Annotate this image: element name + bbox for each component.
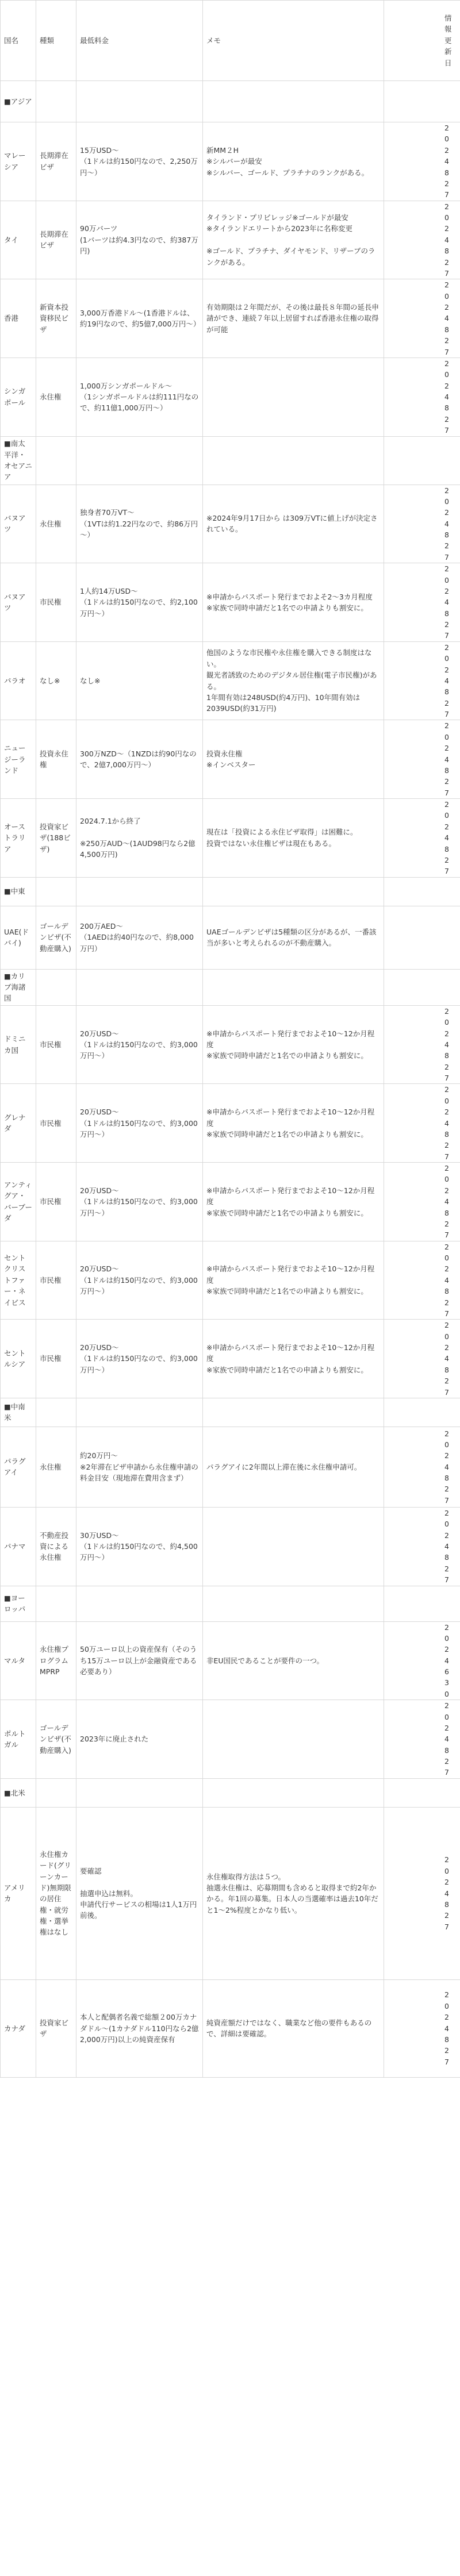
- type-cell: 市民権: [36, 563, 76, 642]
- updated-date-cell: [384, 1507, 460, 1586]
- type-cell: ゴールデンビザ(不動産購入): [36, 906, 76, 969]
- empty-cell: [384, 877, 460, 906]
- minimum-fee-cell: 1,000万シンガポールドル～ （1シンガポールドルは約111円なので、約11億1,000万円～）: [76, 357, 203, 436]
- empty-cell: [36, 877, 76, 906]
- minimum-fee-cell: 1人約14万USD～ （1ドルは約150円なので、約2,100万円～）: [76, 563, 203, 642]
- empty-cell: [203, 969, 384, 1005]
- country-cell: マルタ: [1, 1621, 36, 1700]
- updated-date: 2 0 2 4 8 2 7: [444, 202, 449, 278]
- memo-cell: ※申請からパスポート発行までおよそ10～12か月程度 ※家族で同時申請だと1名での申請よりも割安に。: [203, 1084, 384, 1163]
- updated-date-cell: [384, 1427, 460, 1507]
- updated-date-cell: [384, 485, 460, 563]
- updated-date-cell: [384, 1241, 460, 1320]
- type-cell: 永住権: [36, 357, 76, 436]
- minimum-fee-cell: 本人と配偶者名義で総額２00万カナダドル～(1カナダドル110円なら2億2,000万円)以上の純資産保有: [76, 1979, 203, 2077]
- header-row: [1, 1, 460, 81]
- empty-cell: [36, 969, 76, 1005]
- updated-date: 2 0 2 4 8 2 7: [444, 1164, 449, 1240]
- updated-date-cell: [384, 1979, 460, 2077]
- type-cell: 不動産投資による永住権: [36, 1507, 76, 1586]
- table-row: [1, 1005, 460, 1084]
- header-memo: メモ: [203, 1, 384, 81]
- table-row: [1, 1241, 460, 1320]
- updated-date: 2 0 2 4 8 2 7: [444, 1429, 449, 1505]
- country-cell: ポルトガル: [1, 1700, 36, 1779]
- minimum-fee-cell: 独身者70万VT～ （1VTは約1.22円なので、約86万円～）: [76, 485, 203, 563]
- updated-date: 2 0 2 4 8 2 7: [444, 280, 449, 356]
- country-cell: パラオ: [1, 641, 36, 720]
- updated-date: 2 0 2 4 8 2 7: [444, 486, 449, 562]
- header-minimum-fee: 最低料金: [76, 1, 203, 81]
- minimum-fee-cell: 2023年に廃止された: [76, 1700, 203, 1779]
- minimum-fee-cell: 20万USD～ （1ドルは約150円なので、約3,000万円～）: [76, 1005, 203, 1084]
- type-cell: なし※: [36, 641, 76, 720]
- table-row: [1, 1700, 460, 1779]
- table-row: [1, 1621, 460, 1700]
- table-body: [1, 81, 460, 2078]
- type-cell: 永住権カード(グリーンカード)無期限の居住権・就労権・選挙権はなし: [36, 1807, 76, 1979]
- header-type: 種類: [36, 1, 76, 81]
- minimum-fee-cell: 20万USD～ （1ドルは約150円なので、約3,000万円～）: [76, 1084, 203, 1163]
- updated-date: 2 0 2 4 8 2 7: [444, 643, 449, 718]
- table-row: [1, 122, 460, 201]
- memo-cell: [203, 357, 384, 436]
- empty-cell: [203, 436, 384, 485]
- minimum-fee-cell: 20万USD～ （1ドルは約150円なので、約3,000万円～）: [76, 1163, 203, 1241]
- minimum-fee-cell: なし※: [76, 641, 203, 720]
- updated-date-cell: [384, 1005, 460, 1084]
- table-row: [1, 201, 460, 279]
- empty-cell: [384, 436, 460, 485]
- country-cell: ニュージーランド: [1, 720, 36, 799]
- table-row: [1, 1163, 460, 1241]
- minimum-fee-cell: 3,000万香港ドル～(1香港ドルは、約19円なので、約5億7,000万円～）: [76, 279, 203, 358]
- updated-date-cell: [384, 1320, 460, 1398]
- type-cell: 永住権: [36, 1427, 76, 1507]
- updated-date: 2 0 2 4 6 3 0: [444, 1623, 449, 1698]
- memo-cell: パラグアイに2年間以上滞在後に永住権申請可。: [203, 1427, 384, 1507]
- memo-cell: ※申請からパスポート発行までおよそ10～12か月程度 ※家族で同時申請だと1名での申請よりも割安に。: [203, 1005, 384, 1084]
- type-cell: 永住権: [36, 485, 76, 563]
- region-row: [1, 1778, 460, 1807]
- minimum-fee-cell: 30万USD～ （1ドルは約150円なので、約4,500万円～）: [76, 1507, 203, 1586]
- table-row: [1, 563, 460, 642]
- empty-cell: [203, 1398, 384, 1427]
- empty-cell: [36, 1586, 76, 1621]
- type-cell: 長期滞在ビザ: [36, 201, 76, 279]
- updated-date: 2 0 2 4 8 2 7: [444, 1242, 449, 1318]
- country-cell: UAE(ドバイ): [1, 906, 36, 969]
- table-row: [1, 799, 460, 878]
- minimum-fee-cell: 要確認 抽選申込は無料。 申請代行サービスの相場は1人1万円前後。: [76, 1807, 203, 1979]
- empty-cell: [76, 81, 203, 122]
- minimum-fee-cell: 200万AED～ （1AEDは約40円なので、約8,000万円）: [76, 906, 203, 969]
- empty-cell: [36, 81, 76, 122]
- table-row: [1, 1807, 460, 1979]
- memo-cell: ※申請からパスポート発行までおよそ10～12か月程度 ※家族で同時申請だと1名での申請よりも割安に。: [203, 1241, 384, 1320]
- region-row: [1, 877, 460, 906]
- country-cell: シンガポール: [1, 357, 36, 436]
- type-cell: 新資本投資移民ビザ: [36, 279, 76, 358]
- minimum-fee-cell: 50万ユーロ以上の資産保有（そのうち15万ユーロ以上が金融資産である必要あり）: [76, 1621, 203, 1700]
- memo-cell: 永住権取得方法は５つ。 抽選永住権は、応募期間も含めると取得まで約2年かかる。年1回の募集。日本人の当選確率は過去10年だと1～2%程度とかなり低い。: [203, 1807, 384, 1979]
- type-cell: 市民権: [36, 1005, 76, 1084]
- memo-cell: 現在は「投資による永住ビザ取得」は困難に。 投資ではない永住権ビザは現在もある。: [203, 799, 384, 878]
- country-cell: タイ: [1, 201, 36, 279]
- updated-date-cell: [384, 1700, 460, 1779]
- empty-cell: [76, 1778, 203, 1807]
- header-updated: [384, 1, 460, 81]
- updated-date: 2 0 2 4 8 2 7: [444, 1006, 449, 1082]
- memo-cell: [203, 1507, 384, 1586]
- type-cell: 永住権プログラムMPRP: [36, 1621, 76, 1700]
- country-cell: ドミニカ国: [1, 1005, 36, 1084]
- updated-date-cell: [384, 1084, 460, 1163]
- empty-cell: [384, 1398, 460, 1427]
- region-row: [1, 1398, 460, 1427]
- memo-cell: ※申請からパスポート発行までおよそ2～3カ月程度 ※家族で同時申請だと1名での申請よりも割安に。: [203, 563, 384, 642]
- table-row: [1, 720, 460, 799]
- updated-date: 2 0 2 4 8 2 7: [444, 1321, 449, 1397]
- empty-cell: [203, 877, 384, 906]
- minimum-fee-cell: 90万バーツ (1バーツは約4.3円なので、約387万円): [76, 201, 203, 279]
- type-cell: 投資永住権: [36, 720, 76, 799]
- type-cell: 市民権: [36, 1163, 76, 1241]
- updated-date-cell: [384, 122, 460, 201]
- updated-date-cell: [384, 641, 460, 720]
- minimum-fee-cell: 20万USD～ （1ドルは約150円なので、約3,000万円～）: [76, 1241, 203, 1320]
- country-cell: セントルシア: [1, 1320, 36, 1398]
- region-row: [1, 969, 460, 1005]
- memo-cell: ※申請からパスポート発行までおよそ10～12か月程度 ※家族で同時申請だと1名での申請よりも割安に。: [203, 1163, 384, 1241]
- minimum-fee-cell: 20万USD～ （1ドルは約150円なので、約3,000万円～）: [76, 1320, 203, 1398]
- region-label: ■カリブ海諸国: [1, 969, 36, 1005]
- header-country: 国名: [1, 1, 36, 81]
- empty-cell: [384, 1586, 460, 1621]
- updated-date: 2 0 2 4 8 2 7: [444, 721, 449, 797]
- region-label: ■アジア: [1, 81, 36, 122]
- empty-cell: [203, 81, 384, 122]
- memo-cell: タイランド・プリビレッジ※ゴールドが最安 ※タイランドエリートから2023年に名称変更 ※ゴールド、プラチナ、ダイヤモンド、リザーブのランクがある。: [203, 201, 384, 279]
- type-cell: 市民権: [36, 1084, 76, 1163]
- memo-cell: ※2024年9月17日から は309万VTに値上げが決定されている。: [203, 485, 384, 563]
- type-cell: 投資家ビザ: [36, 1979, 76, 2077]
- memo-cell: 投資永住権 ※インベスター: [203, 720, 384, 799]
- updated-date-cell: [384, 1621, 460, 1700]
- type-cell: ゴールデンビザ(不動産購入): [36, 1700, 76, 1779]
- table-row: [1, 1979, 460, 2077]
- country-cell: アメリカ: [1, 1807, 36, 1979]
- type-cell: 投資家ビザ(188ビザ): [36, 799, 76, 878]
- updated-date: 2 0 2 4 8 2 7: [444, 1085, 449, 1161]
- region-row: [1, 81, 460, 122]
- memo-cell: 新MM２H ※シルバーが最安 ※シルバー、ゴールド、プラチナのランクがある。: [203, 122, 384, 201]
- empty-cell: [76, 969, 203, 1005]
- updated-date: 2 0 2 4 8 2 7: [444, 124, 449, 199]
- empty-cell: [384, 81, 460, 122]
- empty-cell: [76, 877, 203, 906]
- updated-date: 2 0 2 4 8 2 7: [444, 1990, 449, 2066]
- updated-date-cell: [384, 1807, 460, 1979]
- country-cell: カナダ: [1, 1979, 36, 2077]
- updated-date-cell: [384, 563, 460, 642]
- minimum-fee-cell: 15万USD～ （1ドルは約150円なので、2,250万円～）: [76, 122, 203, 201]
- table-row: [1, 1320, 460, 1398]
- memo-cell: 他国のような市民権や永住権を購入できる制度はない。 観光者誘致のためのデジタル居住権(電子市民権)がある。 1年間有効は248USD(約4万円)、10年間有効は2039USD(約31万円): [203, 641, 384, 720]
- country-cell: 香港: [1, 279, 36, 358]
- header-updated-text: 情 報 更 新 日: [444, 14, 452, 67]
- updated-date-cell: [384, 1163, 460, 1241]
- memo-cell: 有効期限は２年間だが、その後は最長８年間の延長申請ができ、連続７年以上居留すれば香港永住権の取得が可能: [203, 279, 384, 358]
- empty-cell: [36, 436, 76, 485]
- region-label: ■中東: [1, 877, 36, 906]
- country-cell: セントクリストファー・ネイビス: [1, 1241, 36, 1320]
- empty-cell: [76, 1586, 203, 1621]
- updated-date-cell: [384, 906, 460, 969]
- empty-cell: [384, 969, 460, 1005]
- updated-date: 2 0 2 4 8 2 7: [444, 1701, 449, 1777]
- table-row: [1, 357, 460, 436]
- memo-cell: 非EU国民であることが要件の一つ。: [203, 1621, 384, 1700]
- updated-date-cell: [384, 201, 460, 279]
- updated-date-cell: [384, 799, 460, 878]
- memo-cell: UAEゴールデンビザは5種類の区分があるが、一番該当が多いと考えられるのが不動産購入。: [203, 906, 384, 969]
- table-row: [1, 279, 460, 358]
- country-cell: バヌアツ: [1, 563, 36, 642]
- updated-date-cell: [384, 279, 460, 358]
- empty-cell: [203, 1778, 384, 1807]
- type-cell: 市民権: [36, 1320, 76, 1398]
- table-row: [1, 1084, 460, 1163]
- empty-cell: [384, 1778, 460, 1807]
- empty-cell: [36, 1398, 76, 1427]
- country-cell: オーストラリア: [1, 799, 36, 878]
- updated-date: 2 0 2 4 8 2 7: [444, 359, 449, 435]
- country-cell: マレーシア: [1, 122, 36, 201]
- country-cell: アンティグア・バーブーダ: [1, 1163, 36, 1241]
- empty-cell: [203, 1586, 384, 1621]
- updated-date: 2 0 2 4 8 2 7: [444, 1855, 449, 1931]
- region-row: [1, 436, 460, 485]
- updated-date: 2 0 2 4 8 2 7: [444, 564, 449, 640]
- memo-cell: 純資産額だけではなく、職業など他の要件もあるので、詳細は要確認。: [203, 1979, 384, 2077]
- memo-cell: [203, 1700, 384, 1779]
- updated-date-cell: [384, 720, 460, 799]
- table-row: [1, 1507, 460, 1586]
- country-cell: パナマ: [1, 1507, 36, 1586]
- region-row: [1, 1586, 460, 1621]
- region-label: ■南太平洋・オセアニア: [1, 436, 36, 485]
- minimum-fee-cell: 300万NZD～（1NZDは約90円なので、2億7,000万円～）: [76, 720, 203, 799]
- country-cell: パラグアイ: [1, 1427, 36, 1507]
- table-row: [1, 1427, 460, 1507]
- country-cell: グレナダ: [1, 1084, 36, 1163]
- type-cell: 長期滞在ビザ: [36, 122, 76, 201]
- updated-date: 2 0 2 4 8 2 7: [444, 800, 449, 876]
- region-label: ■ヨーロッパ: [1, 1586, 36, 1621]
- empty-cell: [76, 436, 203, 485]
- updated-date: 2 0 2 4 8 2 7: [444, 1508, 449, 1585]
- table-row: [1, 485, 460, 563]
- empty-cell: [36, 1778, 76, 1807]
- minimum-fee-cell: 2024.7.1から終了 ※250万AUD～(1AUD98円なら2億4,500万円): [76, 799, 203, 878]
- table-row: [1, 641, 460, 720]
- table-row: [1, 906, 460, 969]
- type-cell: 市民権: [36, 1241, 76, 1320]
- country-cell: バヌアツ: [1, 485, 36, 563]
- memo-cell: ※申請からパスポート発行までおよそ10～12か月程度 ※家族で同時申請だと1名での申請よりも割安に。: [203, 1320, 384, 1398]
- updated-date-cell: [384, 357, 460, 436]
- region-label: ■中南米: [1, 1398, 36, 1427]
- region-label: ■北米: [1, 1778, 36, 1807]
- minimum-fee-cell: 約20万円～ ※2年滞在ビザ申請から永住権申請の料金目安（現地滞在費用含まず）: [76, 1427, 203, 1507]
- empty-cell: [76, 1398, 203, 1427]
